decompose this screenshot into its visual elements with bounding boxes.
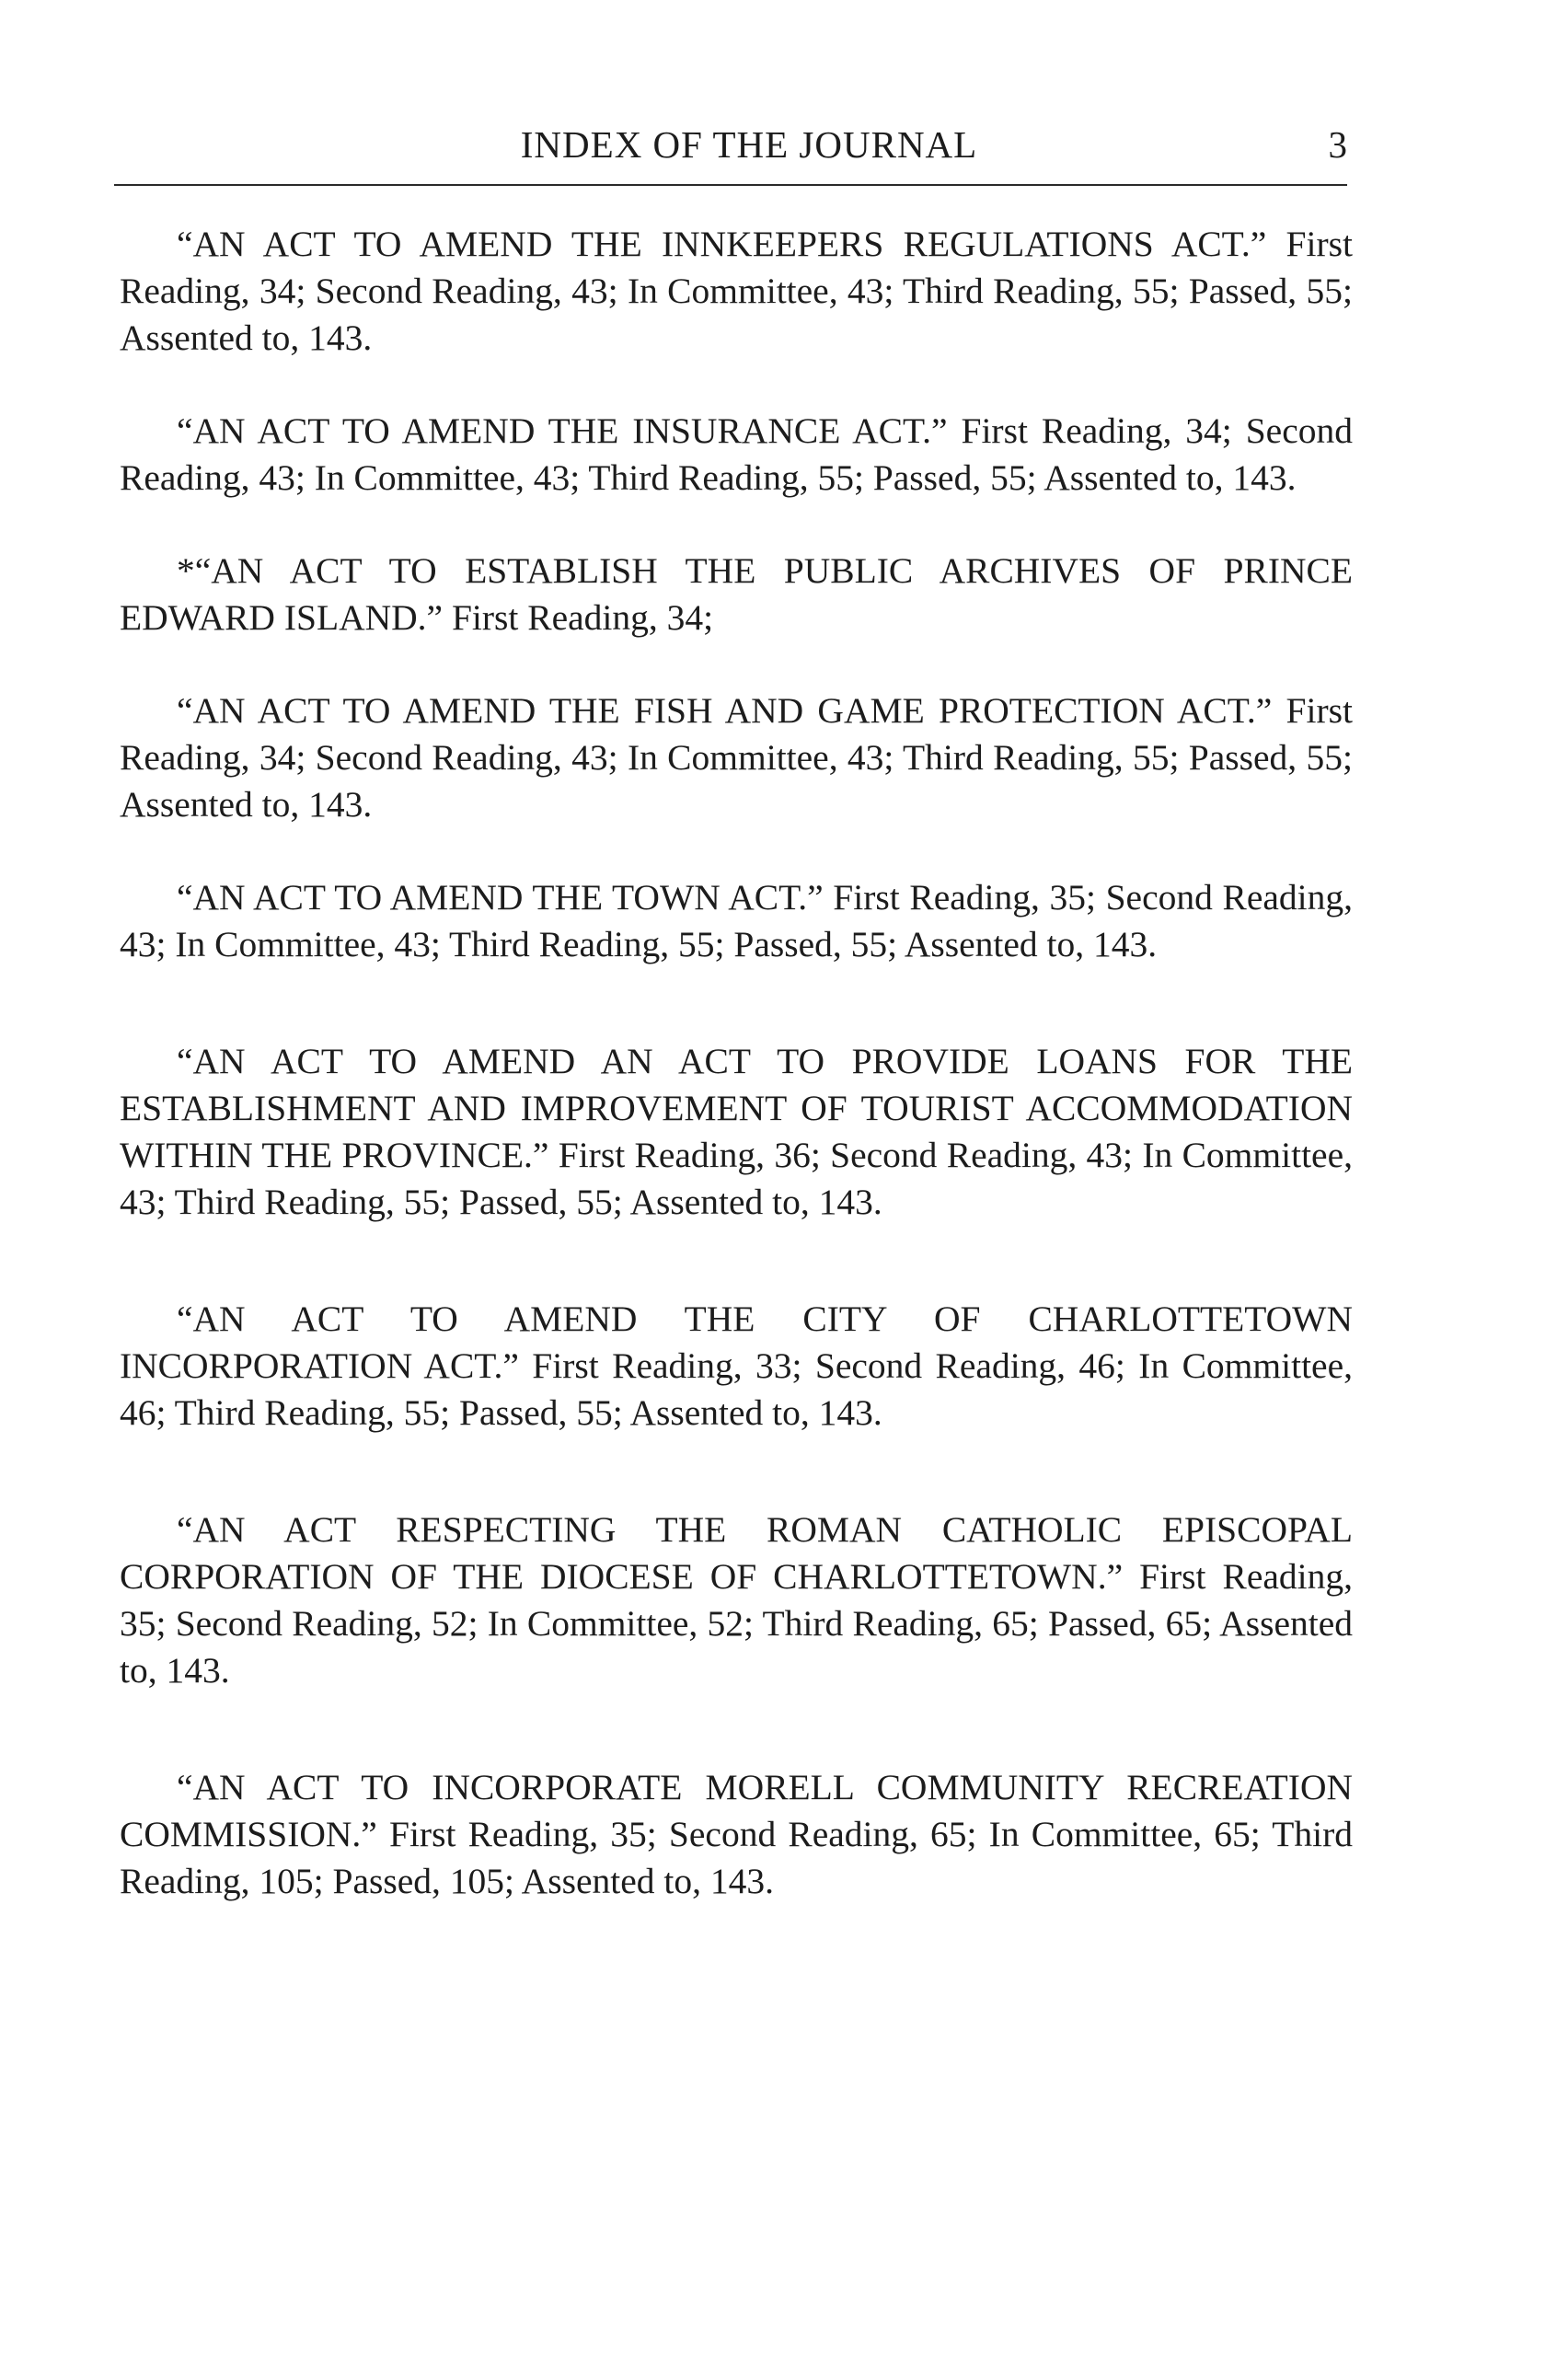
index-entry: “AN ACT TO AMEND THE INNKEEPERS REGULATIONS ACT.” First Reading, 34; Second Reading, 43; In Committee, 43; Third Reading, 55; Passed, 55; Assented to, 143. <box>120 224 1353 358</box>
index-entries <box>120 221 1353 1905</box>
index-entry: “AN ACT TO AMEND THE CITY OF CHARLOTTETOWN INCORPORATION ACT.” First Reading, 33; Second Reading, 46; In Committee, 46; Third Reading, 55; Passed, 55; Assented to, 143. <box>120 1298 1353 1433</box>
page-number: 3 <box>1328 123 1347 166</box>
running-head <box>114 121 1347 177</box>
index-entry: “AN ACT TO AMEND THE INSURANCE ACT.” First Reading, 34; Second Reading, 43; In Committee, 43; Third Reading, 55; Passed, 55; Assented to, 143. <box>120 410 1353 498</box>
index-entry: “AN ACT RESPECTING THE ROMAN CATHOLIC EPISCOPAL CORPORATION OF THE DIOCESE OF CHARLOTTETOWN.” First Reading, 35; Second Reading, 52; In Committee, 52; Third Reading, 65; Passed, 65; Assented to, 143. <box>120 1509 1353 1691</box>
index-entry: *“AN ACT TO ESTABLISH THE PUBLIC ARCHIVES OF PRINCE EDWARD ISLAND.” First Reading, 34; <box>120 550 1353 638</box>
index-entry: “AN ACT TO AMEND AN ACT TO PROVIDE LOANS FOR THE ESTABLISHMENT AND IMPROVEMENT OF TOURIST ACCOMMODATION WITHIN THE PROVINCE.” First Reading, 36; Second Reading, 43; In Committee, 43; Third Reading, 55; Passed, 55; Assented to, 143. <box>120 1041 1353 1222</box>
index-entry: “AN ACT TO AMEND THE FISH AND GAME PROTECTION ACT.” First Reading, 34; Second Reading, 43; In Committee, 43; Third Reading, 55; Passed, 55; Assented to, 143. <box>120 690 1353 825</box>
page-title: INDEX OF THE JOURNAL <box>520 123 978 166</box>
header-rule <box>114 184 1347 186</box>
index-entry: “AN ACT TO INCORPORATE MORELL COMMUNITY RECREATION COMMISSION.” First Reading, 35; Second Reading, 65; In Committee, 65; Third Reading, 105; Passed, 105; Assented to, 143. <box>120 1767 1353 1901</box>
index-entry: “AN ACT TO AMEND THE TOWN ACT.” First Reading, 35; Second Reading, 43; In Committee, 43; Third Reading, 55; Passed, 55; Assented to, 143. <box>120 877 1353 964</box>
